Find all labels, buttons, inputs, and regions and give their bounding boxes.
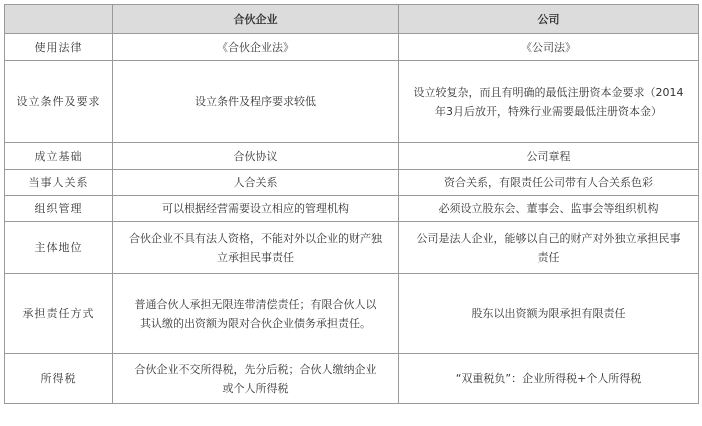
row-label: 所得税 — [5, 354, 113, 404]
row-label: 承担责任方式 — [5, 274, 113, 354]
table-row — [5, 222, 699, 274]
partnership-cell: 设立条件及程序要求较低 — [113, 61, 399, 143]
company-cell: 《公司法》 — [399, 34, 699, 61]
table-row — [5, 61, 699, 143]
row-label: 组织管理 — [5, 196, 113, 222]
partnership-cell: 合伙协议 — [113, 143, 399, 170]
partnership-cell: 合伙企业不具有法人资格，不能对外以企业的财产独立承担民事责任 — [113, 222, 399, 274]
header-partnership: 合伙企业 — [113, 5, 399, 34]
table-row — [5, 170, 699, 196]
row-label: 使用法律 — [5, 34, 113, 61]
row-label: 当事人关系 — [5, 170, 113, 196]
table-row — [5, 34, 699, 61]
header-corner — [5, 5, 113, 34]
table-row — [5, 143, 699, 170]
header-company: 公司 — [399, 5, 699, 34]
table-row — [5, 274, 699, 354]
company-cell: “双重税负”：企业所得税+个人所得税 — [399, 354, 699, 404]
row-label: 主体地位 — [5, 222, 113, 274]
row-label: 设立条件及要求 — [5, 61, 113, 143]
company-cell: 公司章程 — [399, 143, 699, 170]
company-cell: 公司是法人企业，能够以自己的财产对外独立承担民事责任 — [399, 222, 699, 274]
company-cell: 设立较复杂，而且有明确的最低注册资本金要求（2014年3月后放开，特殊行业需要最低注册资本金） — [399, 61, 699, 143]
company-cell: 资合关系，有限责任公司带有人合关系色彩 — [399, 170, 699, 196]
header-row — [5, 5, 699, 34]
partnership-cell: 普通合伙人承担无限连带清偿责任；有限合伙人以其认缴的出资额为限对合伙企业债务承担责任。 — [113, 274, 399, 354]
company-cell: 股东以出资额为限承担有限责任 — [399, 274, 699, 354]
partnership-cell: 合伙企业不交所得税，先分后税；合伙人缴纳企业或个人所得税 — [113, 354, 399, 404]
table-row — [5, 196, 699, 222]
comparison-table-wrapper — [4, 4, 698, 404]
partnership-cell: 人合关系 — [113, 170, 399, 196]
partnership-cell: 可以根据经营需要设立相应的管理机构 — [113, 196, 399, 222]
partnership-cell: 《合伙企业法》 — [113, 34, 399, 61]
table-row — [5, 354, 699, 404]
company-cell: 必须设立股东会、董事会、监事会等组织机构 — [399, 196, 699, 222]
comparison-table — [4, 4, 699, 404]
row-label: 成立基础 — [5, 143, 113, 170]
